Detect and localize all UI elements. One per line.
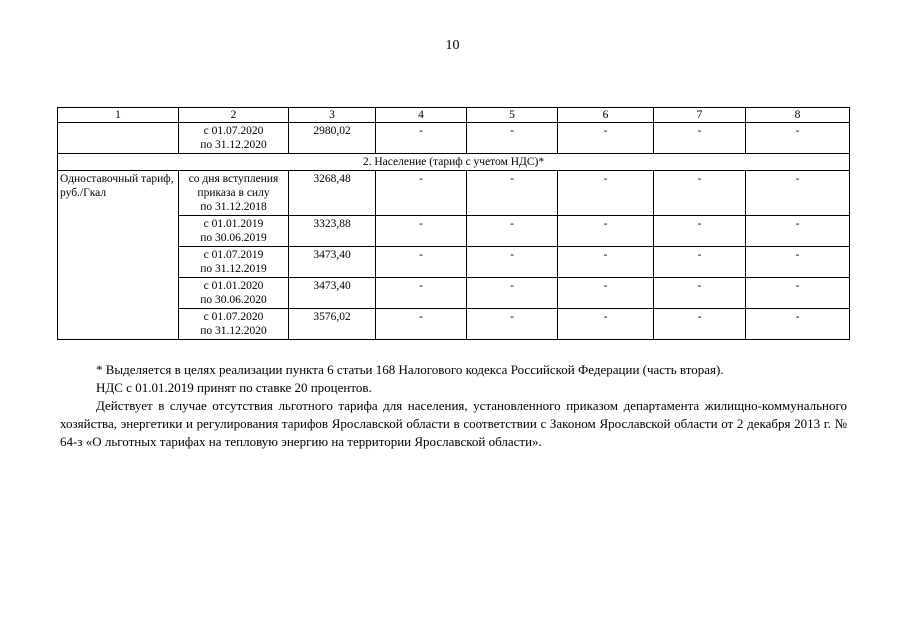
period-line: по 31.12.2020 — [200, 325, 267, 337]
dash-cell: - — [376, 123, 467, 154]
dash-cell: - — [467, 247, 558, 278]
period-line: по 30.06.2020 — [200, 294, 267, 306]
empty-cell — [58, 123, 179, 154]
dash-cell: - — [654, 216, 746, 247]
dash-cell: - — [376, 171, 467, 216]
value-cell: 3576,02 — [289, 309, 376, 340]
period-cell — [179, 278, 289, 309]
dash-cell: - — [467, 216, 558, 247]
value-cell: 3473,40 — [289, 247, 376, 278]
dash-cell: - — [654, 309, 746, 340]
column-number: 8 — [746, 108, 850, 123]
tariff-table — [57, 107, 850, 340]
dash-cell: - — [558, 309, 654, 340]
column-number: 5 — [467, 108, 558, 123]
page-number: 10 — [445, 38, 460, 53]
value-cell: 3268,48 — [289, 171, 376, 216]
period-line: по 31.12.2020 — [200, 139, 267, 151]
dash-cell: - — [746, 123, 850, 154]
column-number: 4 — [376, 108, 467, 123]
dash-cell: - — [746, 309, 850, 340]
tariff-label: Одноставочный тариф, руб./Гкал — [58, 171, 179, 340]
dash-cell: - — [467, 309, 558, 340]
dash-cell: - — [746, 171, 850, 216]
column-number: 7 — [654, 108, 746, 123]
footnotes — [60, 361, 847, 451]
footnote-applicability: Действует в случае отсутствия льготного тарифа для населения, установленного приказом департамента жилищно-коммунального хозяйства, энергетики и регулирования тарифов Ярославской области в соответствии с Законом Ярославской области от 2 декабря 2013 г. № 64-з «О льготных тарифах на тепловую энергию на территории Ярославской области». — [60, 398, 847, 449]
period-cell — [179, 123, 289, 154]
period-line: с 01.01.2019 — [203, 218, 264, 230]
value-cell: 3323,88 — [289, 216, 376, 247]
dash-cell: - — [746, 278, 850, 309]
period-line: приказа в силу — [197, 187, 270, 199]
section-row — [58, 154, 850, 171]
dash-cell: - — [654, 278, 746, 309]
period-cell — [179, 171, 289, 216]
column-number: 6 — [558, 108, 654, 123]
dash-cell: - — [467, 171, 558, 216]
table-row — [58, 171, 850, 216]
dash-cell: - — [558, 247, 654, 278]
section-title: 2. Население (тариф с учетом НДС)* — [58, 154, 850, 171]
table-row — [58, 123, 850, 154]
period-line: со дня вступления — [188, 173, 279, 185]
period-cell — [179, 247, 289, 278]
value-cell: 3473,40 — [289, 278, 376, 309]
dash-cell: - — [558, 278, 654, 309]
period-line: по 30.06.2019 — [200, 232, 267, 244]
dash-cell: - — [376, 247, 467, 278]
period-line: с 01.07.2019 — [203, 249, 264, 261]
footnote-vat-rate: НДС с 01.01.2019 принят по ставке 20 процентов. — [96, 380, 372, 395]
value-cell: 2980,02 — [289, 123, 376, 154]
dash-cell: - — [376, 278, 467, 309]
period-cell — [179, 309, 289, 340]
period-line: с 01.01.2020 — [203, 280, 264, 292]
dash-cell: - — [654, 171, 746, 216]
dash-cell: - — [376, 309, 467, 340]
column-number: 1 — [58, 108, 179, 123]
dash-cell: - — [558, 123, 654, 154]
column-number: 3 — [289, 108, 376, 123]
footnote-vat-purpose: * Выделяется в целях реализации пункта 6 статьи 168 Налогового кодекса Российской Федерации (часть вторая). — [96, 362, 724, 377]
period-line: с 01.07.2020 — [203, 311, 264, 323]
dash-cell: - — [746, 247, 850, 278]
dash-cell: - — [558, 171, 654, 216]
period-line: по 31.12.2019 — [200, 263, 267, 275]
dash-cell: - — [746, 216, 850, 247]
dash-cell: - — [558, 216, 654, 247]
period-cell — [179, 216, 289, 247]
column-number-row — [58, 108, 850, 123]
period-line: с 01.07.2020 — [203, 125, 264, 137]
dash-cell: - — [467, 278, 558, 309]
dash-cell: - — [654, 247, 746, 278]
dash-cell: - — [376, 216, 467, 247]
dash-cell: - — [467, 123, 558, 154]
period-line: по 31.12.2018 — [200, 201, 267, 213]
column-number: 2 — [179, 108, 289, 123]
dash-cell: - — [654, 123, 746, 154]
